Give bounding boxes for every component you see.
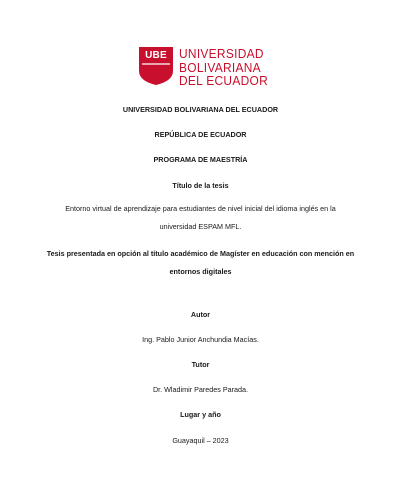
program-name: PROGRAMA DE MAESTRÍA xyxy=(153,155,248,164)
logo-badge-text: UBE xyxy=(145,50,167,61)
place-year-label: Lugar y año xyxy=(180,410,221,419)
logo-line-3: DEL ECUADOR xyxy=(179,73,268,88)
thesis-title-label: Título de la tesis xyxy=(172,181,229,190)
thesis-title: Entorno virtual de aprendizaje para estudiantes de nivel inicial del idioma inglés en la universidad ESPAM MFL. xyxy=(65,204,336,231)
author-label: Autor xyxy=(190,310,211,319)
logo-line-1: UNIVERSIDAD xyxy=(179,46,264,61)
tutor-label: Tutor xyxy=(191,360,210,369)
logo-line-2: BOLIVARIANA xyxy=(179,59,261,75)
tutor-name: Dr. Wladimir Paredes Parada. xyxy=(152,385,249,394)
country-name: REPÚBLICA DE ECUADOR xyxy=(154,130,247,139)
place-year-value: Guayaquil – 2023 xyxy=(172,436,229,445)
logo-wordmark xyxy=(179,47,269,88)
thesis-presentation: Tesis presentada en opción al título académico de Magíster en educación con mención en entornos digitales xyxy=(46,249,355,276)
university-logo xyxy=(139,46,268,88)
university-name: UNIVERSIDAD BOLIVARIANA DEL ECUADOR xyxy=(122,105,279,114)
author-name: Ing. Pablo Junior Anchundia Macías. xyxy=(142,335,259,344)
